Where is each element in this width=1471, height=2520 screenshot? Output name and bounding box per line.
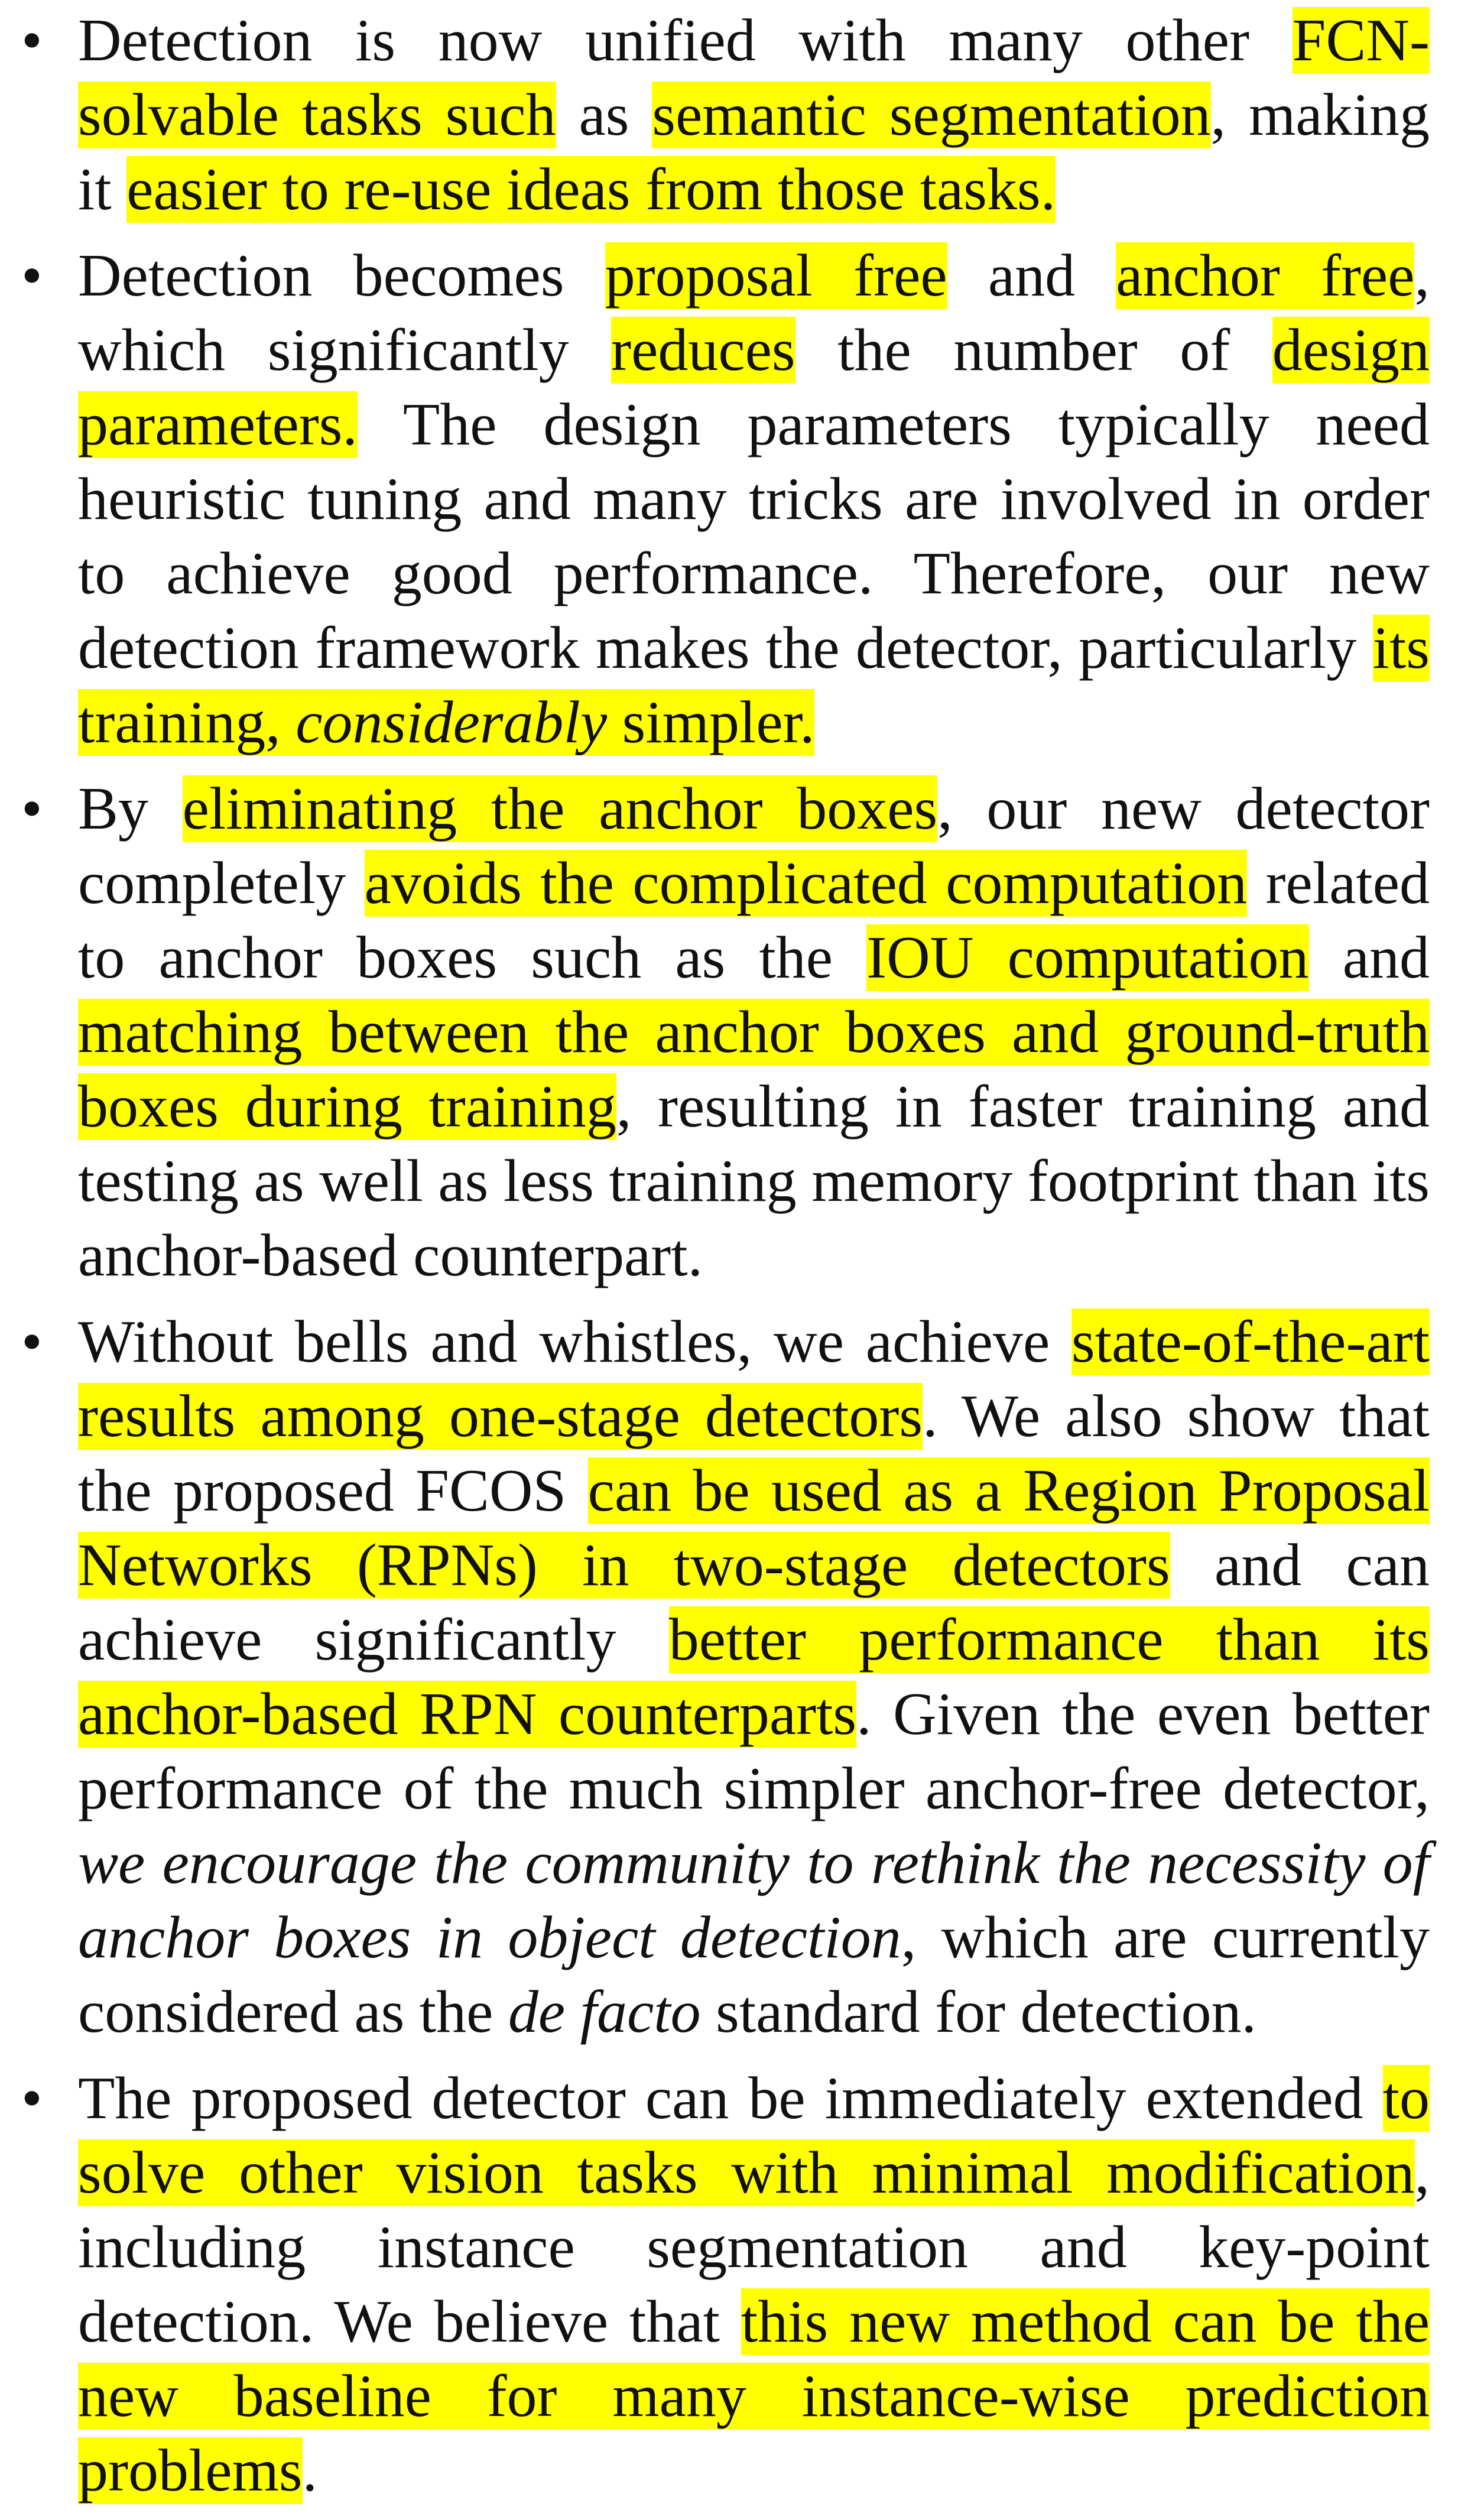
text-run: The proposed detector can be immediately extended [78, 2065, 1383, 2132]
text-run: and can achieve significantly [78, 1532, 1430, 1673]
list-item-text [78, 7, 1430, 223]
bullet-marker: • [21, 775, 43, 842]
list-item-text [78, 775, 1430, 1289]
highlighted-text: anchor free [1116, 242, 1415, 309]
text-run: . We also show that the proposed FCOS [78, 1383, 1430, 1524]
bullet-marker: • [21, 1308, 43, 1375]
text-run: the number of [795, 317, 1272, 384]
list-item [0, 239, 1471, 760]
highlighted-text: FCN-solvable tasks such [78, 7, 1430, 148]
highlighted-text: state-of-the-art results among one-stage detectors [78, 1308, 1430, 1450]
text-run: and [947, 242, 1116, 309]
highlighted-text: this new method can be the new baseline for many instance-wise prediction problems [78, 2288, 1430, 2504]
highlighted-italic-text: considerably [296, 689, 608, 756]
text-run: , making it [78, 82, 1430, 223]
list-item-text [78, 242, 1430, 756]
list-item-text [78, 2065, 1430, 2504]
text-run: , which significantly [78, 242, 1430, 384]
list-item-text [78, 1308, 1430, 2045]
bullet-marker: • [21, 242, 43, 309]
italic-text: de facto [508, 1979, 701, 2045]
text-run: , which are currently considered as the [78, 1904, 1430, 2045]
highlighted-text: easier to re-use ideas from those tasks. [126, 156, 1056, 223]
highlighted-text: can be used as a Region Proposal Networks (RPNs) in two-stage detectors [78, 1457, 1430, 1599]
italic-text: we encourage the community to rethink the necessity of anchor boxes in object detection [78, 1830, 1430, 1971]
contribution-list [0, 4, 1471, 2520]
text-run: Without bells and whistles, we achieve [78, 1308, 1072, 1375]
highlighted-text: its training, [78, 615, 1430, 756]
text-run: , resulting in faster training and testing as well as less training memory footprint than its anchor-based counterpart. [78, 1073, 1430, 1289]
text-run: . Given the even better performance of the much simpler anchor-free detector, [78, 1681, 1430, 1822]
text-run: . [302, 2437, 318, 2504]
highlighted-text: IOU computation [866, 924, 1309, 991]
text-run: By [78, 775, 183, 842]
highlighted-text: better performance than its anchor-based RPN counterparts [78, 1606, 1430, 1748]
text-run: and [1308, 924, 1430, 991]
text-run: The design parameters typically need heuristic tuning and many tricks are involved in order to achieve good performance. Therefore, our new detection framework makes the detector, particularly [78, 391, 1430, 681]
list-item [0, 2061, 1471, 2508]
highlighted-text: simpler. [607, 689, 815, 756]
highlighted-text: design parameters. [78, 317, 1430, 458]
bullet-marker: • [21, 7, 43, 74]
highlighted-text: avoids the complicated computation [364, 850, 1248, 917]
highlighted-text: reduces [611, 317, 795, 384]
list-item [0, 4, 1471, 227]
bullet-marker: • [21, 2065, 43, 2132]
text-run: related to anchor boxes such as the [78, 850, 1430, 991]
text-run: as [556, 82, 652, 148]
text-run: standard for detection. [700, 1979, 1256, 2045]
list-item [0, 1305, 1471, 2050]
list-item [0, 772, 1471, 1293]
highlighted-text: semantic segmentation [652, 82, 1211, 148]
highlighted-text: to solve other vision tasks with minimal modification [78, 2065, 1430, 2206]
text-run: , including instance segmentation and key-point detection. We believe that [78, 2139, 1430, 2355]
text-run: , our new detector completely [78, 775, 1430, 917]
highlighted-text: proposal free [605, 242, 947, 309]
text-run: Detection is now unified with many other [78, 7, 1293, 74]
highlighted-text: eliminating the anchor boxes [182, 775, 938, 842]
text-run: Detection becomes [78, 242, 605, 309]
highlighted-text: matching between the anchor boxes and ground-truth boxes during training [78, 999, 1430, 1140]
